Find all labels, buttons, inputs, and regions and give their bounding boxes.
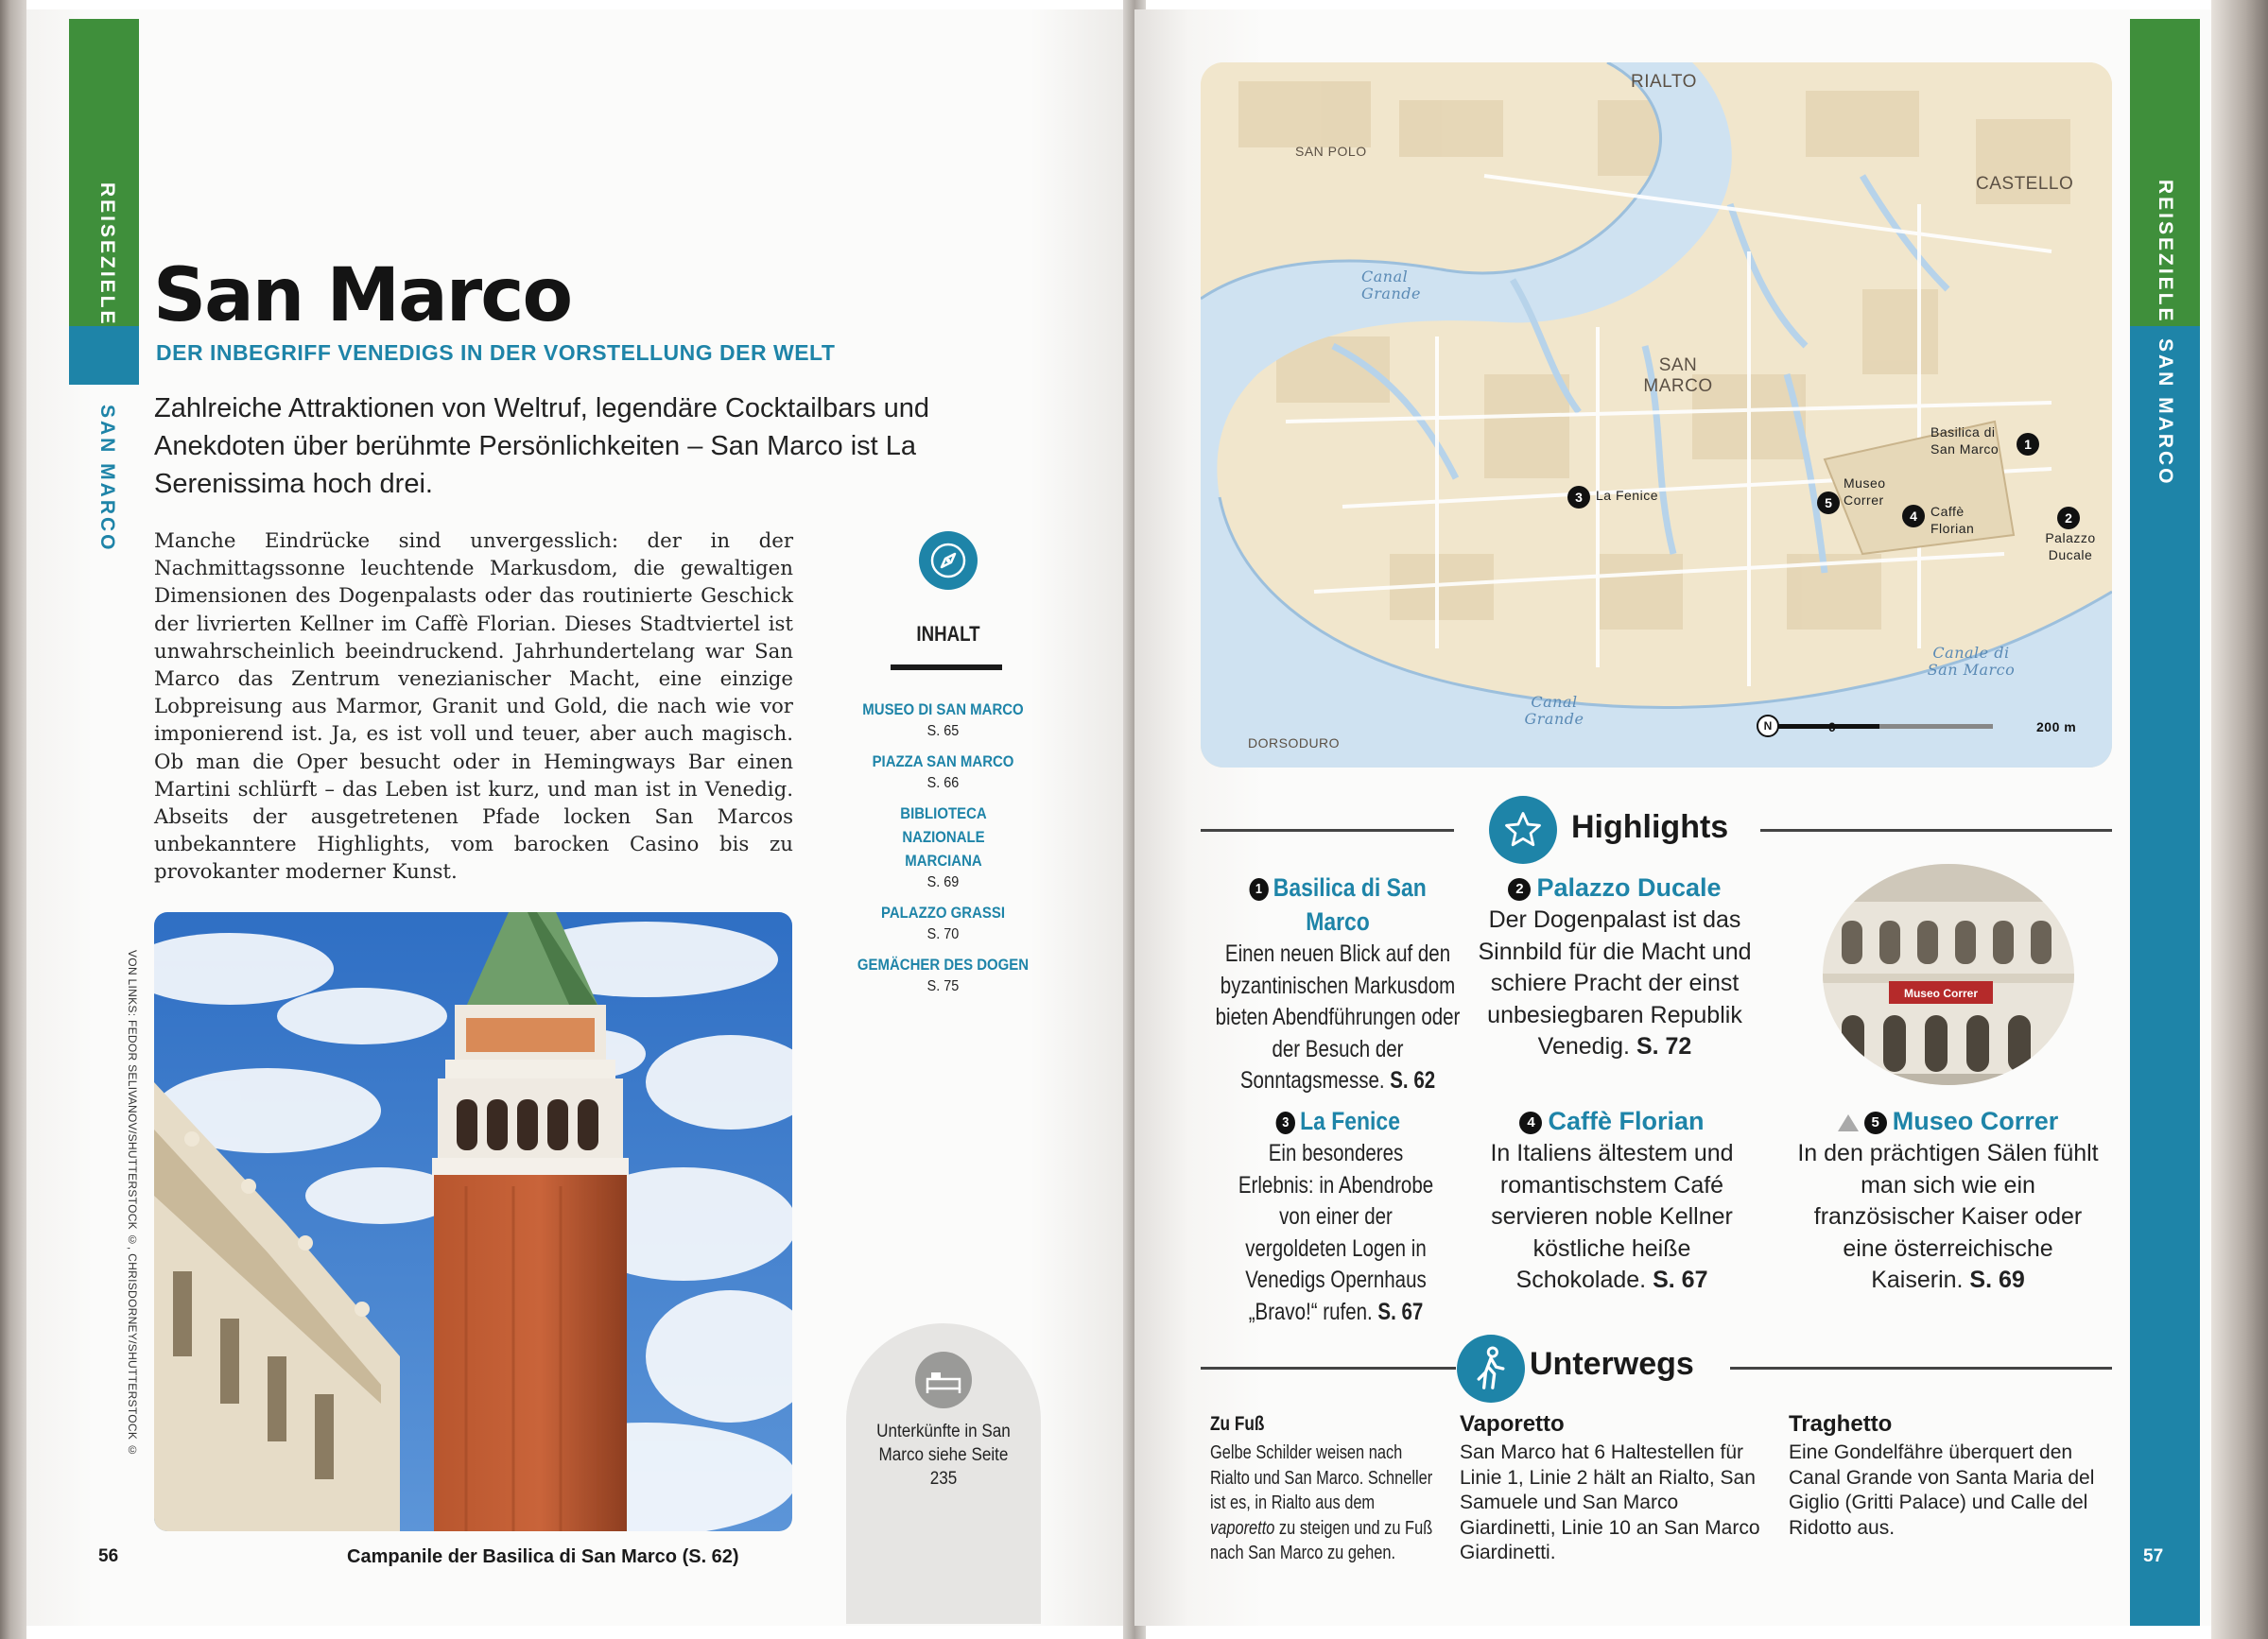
highlight-title: Palazzo Ducale: [1536, 873, 1722, 902]
transport-text-italic: vaporetto: [1210, 1517, 1275, 1539]
toc-item[interactable]: [841, 953, 1045, 997]
transport-item: [1789, 1408, 2101, 1541]
unterwegs-heading: Unterwegs: [1530, 1346, 1694, 1382]
map-marker-1[interactable]: 1: [2017, 433, 2039, 456]
transport-item: [1210, 1408, 1456, 1566]
chapter-tab-label: SAN MARCO: [96, 405, 118, 553]
toc-item-page: S. 69: [926, 874, 960, 890]
toc-item[interactable]: [841, 698, 1045, 742]
map-marker-3[interactable]: 3: [1567, 486, 1590, 509]
highlight-number: 4: [1519, 1112, 1542, 1134]
highlight-ref: S. 67: [1377, 1298, 1424, 1325]
highlight-title: Caffè Florian: [1548, 1107, 1705, 1135]
highlight-text: In den prächtigen Sälen fühlt man sich wie ein französischer Kaiser oder eine österreichische Kaiserin.: [1797, 1140, 2099, 1293]
highlight-title: Basilica di San Marco: [1273, 873, 1427, 936]
chapter-tab-label-right: SAN MARCO: [2155, 338, 2176, 487]
highlight-text: Der Dogenpalast ist das Sinnbild für die Macht und schiere Pracht der einst unbesiegbaren Republik Venedig.: [1478, 906, 1752, 1060]
map-label-canal-grande-south: Canal Grande: [1524, 693, 1584, 728]
highlight-item[interactable]: [1794, 1104, 2102, 1297]
toc-item-name: GEMÄCHER DES DOGEN: [857, 956, 1030, 974]
triangle-icon: [1838, 1114, 1859, 1131]
highlight-item[interactable]: [1475, 1104, 1749, 1297]
map-label-canale-san-marco: Canale di San Marco: [1927, 644, 2016, 679]
map-marker-3-label: La Fenice: [1596, 488, 1658, 503]
toc-item[interactable]: [841, 901, 1045, 945]
page-number-right: 57: [2143, 1546, 2164, 1566]
museo-correr-photo: [1823, 864, 2074, 1085]
highlight-ref: S. 62: [1390, 1067, 1436, 1094]
toc-title: INHALT: [916, 622, 980, 646]
highlights-rule-right: [1760, 829, 2112, 832]
transport-text-end: zu steigen und zu Fuß nach San Marco zu gehen.: [1210, 1517, 1433, 1563]
toc-item-page: S. 65: [926, 723, 960, 739]
table-of-contents: [841, 698, 1045, 1005]
page-subtitle: DER INBEGRIFF VENEDIGS IN DER VORSTELLUNG DER WELT: [156, 340, 836, 365]
map-marker-1-label: Basilica di San Marco: [1930, 424, 2000, 457]
map-marker-5-label: Museo Correr: [1844, 475, 1886, 508]
toc-item-page: S. 75: [926, 978, 960, 994]
highlight-text: Einen neuen Blick auf den byzantinischen Markusdom bieten Abendführungen oder der Besuch der Sonntagsmesse.: [1215, 940, 1461, 1094]
page-number-left: 56: [98, 1546, 119, 1566]
museo-correr-sign: Museo Correr: [1903, 987, 1979, 1000]
chapter-tab-top: [69, 326, 139, 385]
star-icon: [1489, 796, 1557, 864]
highlight-title: La Fenice: [1299, 1107, 1400, 1135]
toc-item-name: PALAZZO GRASSI: [880, 904, 1006, 922]
map-label-canal-grande-north: Canal Grande: [1361, 267, 1421, 302]
toc-item-name: PIAZZA SAN MARCO: [872, 752, 1014, 770]
scale-zero: 0: [1828, 719, 1837, 734]
highlight-title: Museo Correr: [1892, 1107, 2059, 1135]
highlight-ref: S. 67: [1653, 1267, 1708, 1293]
highlight-number: 5: [1864, 1112, 1887, 1134]
highlight-text: In Italiens ältestem und romantischstem Café servieren noble Kellner köstliche heiße Schokolade.: [1490, 1140, 1734, 1293]
photo-credit: VON LINKS: FEDOR SELIVANOV/SHUTTERSTOCK ©, CHRISDORNEY/SHUTTERSTOCK ©: [126, 950, 139, 1458]
map-marker-2-label: Palazzo Ducale: [2045, 530, 2096, 562]
chapter-tab-right: [2130, 326, 2200, 1626]
unterwegs-rule-right: [1730, 1367, 2112, 1370]
toc-item-name: MUSEO DI SAN MARCO: [862, 700, 1024, 718]
transport-text: Eine Gondelfähre überquert den Canal Grande von Santa Maria del Giglio (Gritti Palace) und Calle del Ridotto aus.: [1789, 1441, 2095, 1539]
highlight-number: 3: [1275, 1112, 1294, 1134]
accommodation-text: Unterkünfte in San Marco siehe Seite 235: [876, 1422, 1011, 1489]
map-marker-4-label: Caffè Florian: [1930, 504, 1975, 536]
highlights-rule-left: [1201, 829, 1454, 832]
toc-item-name: BIBLIOTECA NAZIONALE MARCIANA: [899, 804, 987, 870]
intro-text: Zahlreiche Attraktionen von Weltruf, legendäre Cocktailbars und Anekdoten über berühmte Persönlichkeiten – San Marco ist La Serenissima hoch drei.: [154, 393, 929, 499]
toc-item[interactable]: [841, 750, 1045, 794]
map-label-rialto: RIALTO: [1631, 72, 1697, 92]
campanile-photo: [154, 912, 792, 1531]
map-label-castello: CASTELLO: [1976, 174, 2074, 194]
transport-title: Vaporetto: [1460, 1411, 1565, 1437]
toc-item-page: S. 70: [926, 926, 960, 942]
transport-title: Traghetto: [1789, 1411, 1893, 1437]
walking-person-icon: [1457, 1335, 1525, 1403]
district-map[interactable]: [1201, 62, 2112, 768]
body-text: Manche Eindrücke sind unvergesslich: der in der Nachmittagssonne leuchtende Markusdom, die gewaltigen Dimensionen des Dogenpalasts oder das routinierte Geschick der livrierten Kellner im Caffè Florian. Dieses Stadtviertel ist unwahrscheinlich beeindruckend. Jahrhundertelang war San Marco das Zentrum venezianischer Macht, eine einzige Lobpreisung aus Marmor, Granit und Gold, die nach wie vor imponierend ist. Ja, es ist voll und teuer, aber auch magisch. Ob man die Oper besucht oder in Hemingways Bar einen Martini schlürft – das Leben ist kurz, und man ist in Venedig. Abseits der ausgetretenen Pfade locken San Marcos unbekanntere Highlights, vom barocken Casino bis zu provokanter moderner Kunst.: [154, 529, 793, 885]
highlight-item[interactable]: [1201, 1104, 1475, 1328]
transport-item: [1460, 1408, 1772, 1566]
section-tab-label-right: REISEZIELE: [2155, 180, 2176, 324]
page-edge-left: [0, 0, 26, 1639]
transport-text: San Marco hat 6 Haltestellen für Linie 1, Linie 2 hält an Rialto, San Samuele und San Marco Giardinetti, Linie 10 an San Marco Giardinetti.: [1460, 1441, 1760, 1563]
compass-icon: [919, 531, 978, 590]
highlights-heading: Highlights: [1571, 809, 1729, 845]
page-title: San Marco: [153, 253, 572, 338]
map-marker-2[interactable]: 2: [2057, 507, 2080, 529]
map-marker-5[interactable]: 5: [1817, 492, 1840, 514]
highlight-number: 1: [1249, 878, 1268, 901]
page-edge-right: [2211, 0, 2268, 1639]
highlight-ref: S. 72: [1636, 1033, 1692, 1060]
highlight-number: 2: [1508, 878, 1531, 901]
transport-title: Zu Fuß: [1210, 1413, 1265, 1435]
toc-divider: [891, 664, 1002, 670]
scale-label: 200 m: [2036, 719, 2077, 734]
north-arrow-icon: N: [1757, 715, 1779, 737]
map-label-san-polo: SAN POLO: [1295, 144, 1367, 159]
transport-text: Gelbe Schilder weisen nach Rialto und San Marco. Schneller ist es, in Rialto aus dem: [1210, 1442, 1433, 1513]
toc-item[interactable]: [841, 802, 1045, 893]
toc-item-page: S. 66: [926, 775, 960, 791]
highlight-item[interactable]: [1463, 871, 1766, 1063]
map-marker-4[interactable]: 4: [1902, 505, 1925, 527]
map-label-dorsoduro: DORSODURO: [1248, 735, 1341, 750]
accommodation-box[interactable]: [846, 1323, 1041, 1624]
unterwegs-rule-left: [1201, 1367, 1456, 1370]
photo-caption: Campanile der Basilica di San Marco (S. 62): [347, 1546, 739, 1567]
bed-icon: [915, 1352, 972, 1408]
highlight-text: Ein besonderes Erlebnis: in Abendrobe von einer der vergoldeten Logen in Venedigs Opernhaus „Bravo!“ rufen.: [1238, 1140, 1434, 1325]
section-tab-label: REISEZIELE: [96, 182, 118, 327]
highlight-ref: S. 69: [1969, 1267, 2025, 1293]
highlight-item[interactable]: [1201, 871, 1475, 1097]
map-label-san-marco: SAN MARCO: [1643, 355, 1713, 396]
